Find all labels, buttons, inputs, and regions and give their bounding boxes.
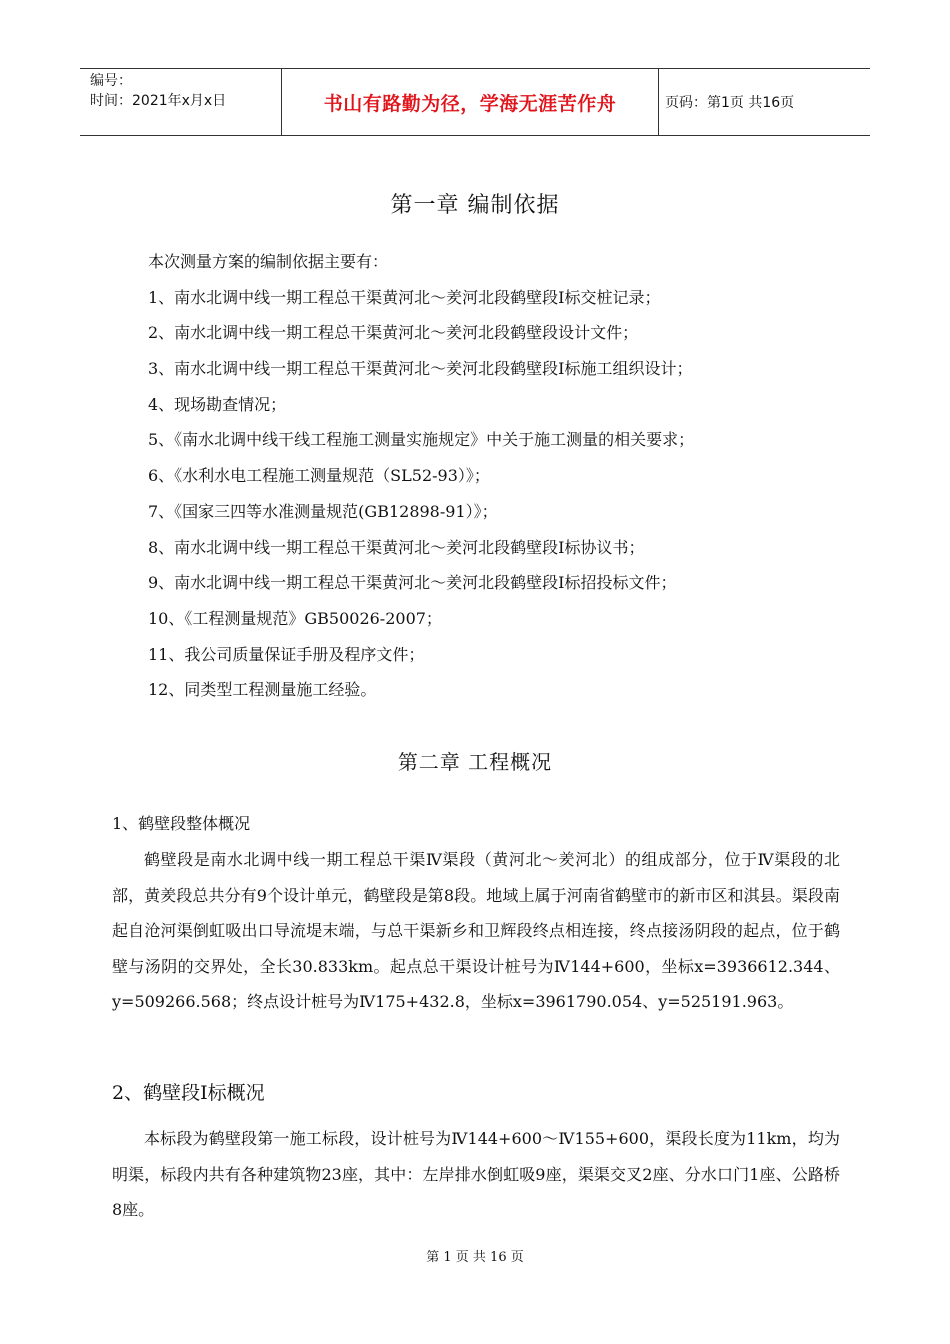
document-date-label: 时间：2021年x月x日 [90,93,227,109]
header-page-number: 页码：第1页 共16页 [665,95,795,111]
page-footer: 第 1 页 共 16 页 [426,1250,524,1265]
header-meta-cell [80,69,282,135]
basis-item: 10、《工程测量规范》GB50026-2007； [148,609,442,628]
section1-paragraph: 鹤壁段是南水北调中线一期工程总干渠Ⅳ渠段（黄河北～羑河北）的组成部分，位于Ⅳ渠段的北部，黄羑段总共分有9个设计单元，鹤壁段是第8段。地域上属于河南省鹤壁市的新市区和淇县。渠段南起自沧河渠倒虹吸出口导流堤末端，与总干渠新乡和卫辉段终点相连接，终点接汤阴段的起点，位于鹤壁与汤阴的交界处，全长30.833km。起点总干渠设计桩号为Ⅳ144+600，坐标x=3936612.344、y=509266.568；终点设计桩号为Ⅳ175+432.8，坐标x=3961790.054、y=525191.963。 [112,850,840,1011]
basis-item: 7、《国家三四等水准测量规范(GB12898-91）》； [148,502,498,521]
document-number-label: 编号： [90,73,132,89]
header-page-cell [659,69,870,135]
basis-item: 3、南水北调中线一期工程总干渠黄河北～羑河北段鹤壁段Ⅰ标施工组织设计； [148,359,693,378]
page-header [80,68,870,136]
chapter1-intro: 本次测量方案的编制依据主要有： [148,252,389,271]
header-motto: 书山有路勤为径，学海无涯苦作舟 [323,92,617,115]
basis-item: 1、南水北调中线一期工程总干渠黄河北～羑河北段鹤壁段Ⅰ标交桩记录； [148,288,661,307]
basis-item: 4、现场勘查情况； [148,395,287,414]
section1-heading: 1、鹤壁段整体概况 [112,814,251,833]
basis-item: 11、我公司质量保证手册及程序文件； [148,645,425,664]
basis-item: 6、《水利水电工程施工测量规范（SL52-93）》； [148,466,490,485]
basis-item: 9、南水北调中线一期工程总干渠黄河北～羑河北段鹤壁段Ⅰ标招投标文件； [148,573,677,592]
basis-item: 2、南水北调中线一期工程总干渠黄河北～羑河北段鹤壁段设计文件； [148,323,639,342]
section2-heading: 2、鹤壁段Ⅰ标概况 [112,1082,265,1104]
basis-item: 8、南水北调中线一期工程总干渠黄河北～羑河北段鹤壁段Ⅰ标协议书； [148,538,645,557]
chapter1-title: 第一章 编制依据 [390,193,560,218]
basis-item: 5、《南水北调中线干线工程施工测量实施规定》中关于施工测量的相关要求； [148,430,695,449]
section2-paragraph: 本标段为鹤壁段第一施工标段，设计桩号为Ⅳ144+600～Ⅳ155+600，渠段长度为11km，均为明渠，标段内共有各种建筑物23座，其中：左岸排水倒虹吸9座，渠渠交叉2座、分水口门1座、公路桥8座。 [112,1129,840,1219]
chapter2-title: 第二章 工程概况 [397,750,553,774]
header-motto-cell [282,69,659,135]
basis-item: 12、同类型工程测量施工经验。 [148,680,377,699]
